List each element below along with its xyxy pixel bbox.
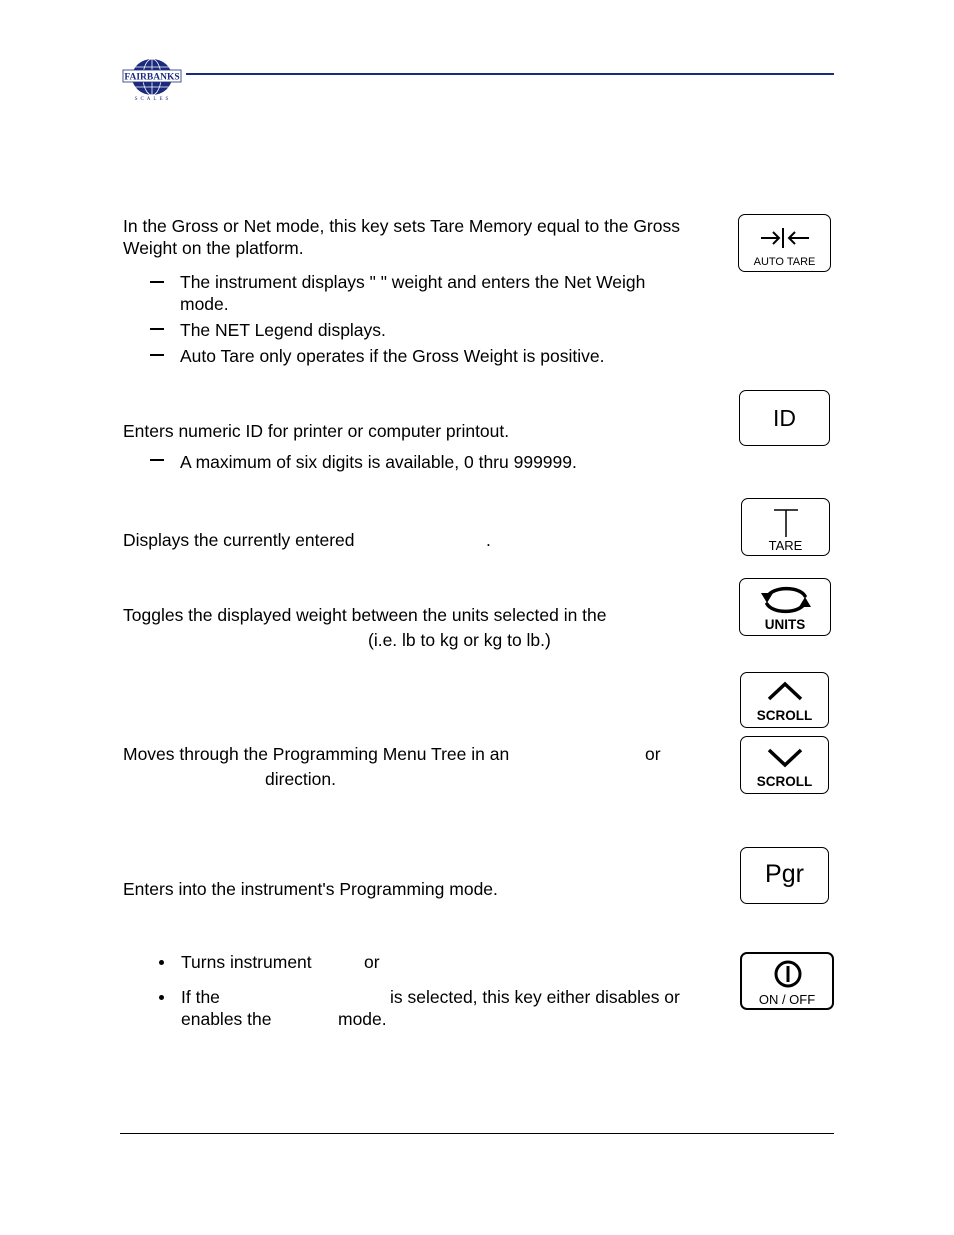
chevron-up-icon xyxy=(766,679,804,703)
autotare-desc-line2: Weight on the platform. xyxy=(123,238,304,258)
onoff-bullet2-c-b: mode. xyxy=(338,1009,387,1029)
units-desc-line2: (i.e. lb to kg or kg to lb.) xyxy=(368,630,551,650)
bullet-dot xyxy=(159,960,164,965)
logo-brand-text: FAIRBANKS xyxy=(124,72,180,83)
fairbanks-logo xyxy=(122,55,186,101)
chevron-down-icon xyxy=(766,746,804,770)
tare-desc-a: Displays the currently entered xyxy=(123,530,355,550)
tare-key xyxy=(741,498,830,556)
id-key xyxy=(739,390,830,446)
autotare-bullet3: Auto Tare only operates if the Gross Weight is positive. xyxy=(180,346,605,366)
id-bullet1: A maximum of six digits is available, 0 thru 999999. xyxy=(180,452,577,472)
on-off-key xyxy=(740,952,834,1010)
scroll-up-key-label: SCROLL xyxy=(756,708,813,723)
onoff-bullet2-c-a: enables the xyxy=(181,1009,272,1029)
auto-tare-key-label: AUTO TARE xyxy=(753,256,816,268)
auto-tare-key xyxy=(738,214,831,272)
scroll-desc-line2: direction. xyxy=(265,769,337,789)
units-key-label: UNITS xyxy=(764,617,806,632)
bullet-dash xyxy=(150,281,164,283)
id-desc: Enters numeric ID for printer or computer printout. xyxy=(123,421,510,441)
tare-desc-b: . xyxy=(486,530,491,550)
power-icon xyxy=(773,959,803,989)
pgr-desc: Enters into the instrument's Programming mode. xyxy=(123,879,498,899)
scroll-down-key-label: SCROLL xyxy=(756,774,813,789)
scroll-down-key xyxy=(740,736,829,794)
bullet-dash xyxy=(150,328,164,330)
onoff-bullet1-b: or xyxy=(364,952,380,972)
bullet-dash xyxy=(150,354,164,356)
tare-key-label: TARE xyxy=(768,538,803,553)
pgr-key xyxy=(740,847,829,904)
onoff-bullet1-a: Turns instrument xyxy=(181,952,312,972)
bullet-dot xyxy=(159,995,164,1000)
pgr-key-label: Pgr xyxy=(765,860,804,888)
footer-rule xyxy=(120,1133,834,1134)
onoff-bullet2-b: is selected, this key either disables or xyxy=(390,987,680,1007)
header-rule xyxy=(186,73,834,75)
autotare-desc-line1: In the Gross or Net mode, this key sets Tare Memory equal to the Gross xyxy=(123,216,680,236)
onoff-bullet2-a: If the xyxy=(181,987,220,1007)
logo-sub-text: SCALES xyxy=(134,97,172,101)
auto-tare-arrows-icon xyxy=(759,226,811,250)
units-desc-line1: Toggles the displayed weight between the units selected in the xyxy=(123,605,607,625)
units-key xyxy=(739,578,831,636)
scroll-desc-line1: Moves through the Programming Menu Tree in an xyxy=(123,744,510,764)
id-key-label: ID xyxy=(773,405,796,431)
autotare-bullet1-line1: The instrument displays " " weight and enters the Net Weigh xyxy=(180,272,646,292)
on-off-key-label: ON / OFF xyxy=(758,992,816,1007)
autotare-bullet2: The NET Legend displays. xyxy=(180,320,386,340)
autotare-bullet1-line2: mode. xyxy=(180,294,229,314)
scroll-desc-or: or xyxy=(645,744,661,764)
tare-t-icon xyxy=(772,507,800,539)
bullet-dash xyxy=(150,459,164,461)
units-cycle-icon xyxy=(759,583,813,617)
scroll-up-key xyxy=(740,672,829,728)
